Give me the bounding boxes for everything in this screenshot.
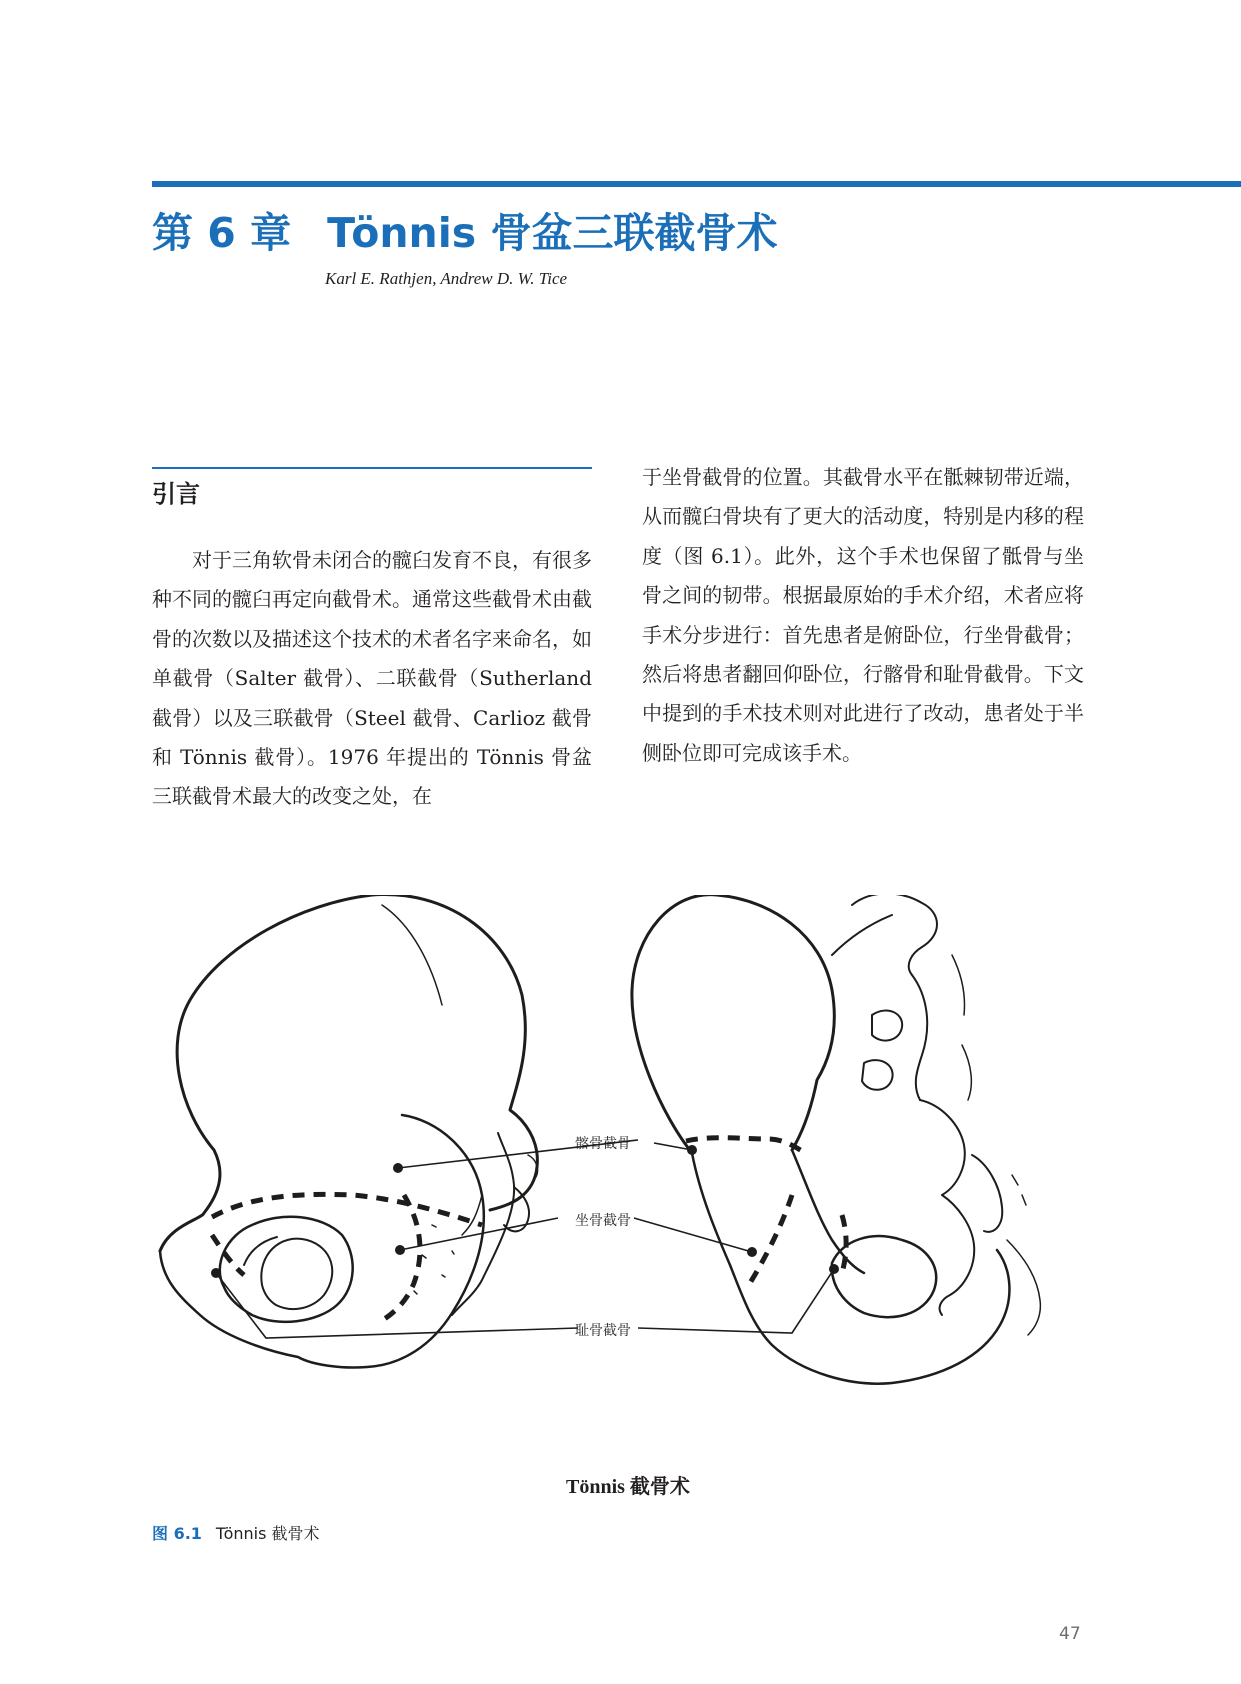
chapter-top-rule xyxy=(152,181,1241,187)
ischium-leader-right xyxy=(634,1218,752,1252)
label-pubis-osteotomy: 耻骨截骨 xyxy=(575,1323,631,1339)
ischium-point-left xyxy=(395,1245,405,1255)
left-pelvis-drawing xyxy=(160,895,538,1368)
figure-caption-number: 图 6.1 xyxy=(152,1524,202,1543)
section-heading: 引言 xyxy=(152,480,200,508)
figure-caption-text: Tönnis 截骨术 xyxy=(215,1524,320,1543)
section-rule xyxy=(152,467,592,469)
ilium-cut-left xyxy=(212,1194,482,1225)
chapter-title-text: Tönnis 骨盆三联截骨术 xyxy=(327,209,778,257)
label-ischium-osteotomy: 坐骨截骨 xyxy=(575,1213,631,1229)
ilium-point-right xyxy=(687,1145,697,1155)
ischium-cut-right xyxy=(750,1195,792,1283)
ischium-point-right xyxy=(747,1247,757,1257)
label-ilium-osteotomy: 髂骨截骨 xyxy=(575,1136,631,1152)
pubis-cut-right xyxy=(842,1215,846,1273)
pelvis-illustration xyxy=(152,895,1092,1515)
body-paragraph-right: 于坐骨截骨的位置。其截骨水平在骶棘韧带近端，从而髋臼骨块有了更大的活动度，特别是内移的程度（图 6.1）。此外，这个手术也保留了骶骨与坐骨之间的韧带。根据最原始的手术介绍，术者应将手术分步进行：首先患者是俯卧位，行坐骨截骨；然后将患者翻回仰卧位，行髂骨和耻骨截骨。下文中提到的手术技术则对此进行了改动，患者处于半侧卧位即可完成该手术。 xyxy=(642,465,1084,765)
ilium-point-left xyxy=(393,1163,403,1173)
ilium-cut-right xyxy=(686,1138,802,1151)
pubis-point-left xyxy=(211,1268,221,1278)
chapter-title xyxy=(152,205,777,261)
body-paragraph-left: 对于三角软骨未闭合的髋臼发育不良，有很多种不同的髋臼再定向截骨术。通常这些截骨术由截骨的次数以及描述这个技术的术者名字来命名，如单截骨（Salter 截骨）、二联截骨（Sutherland 截骨）以及三联截骨（Steel 截骨、Carlioz 截骨和 Tönnis 截骨）。1976 年提出的 Tönnis 骨盆三联截骨术最大的改变之处，在 xyxy=(152,548,592,809)
page-number: 47 xyxy=(1059,1624,1081,1644)
ischium-cut-left xyxy=(378,1195,420,1323)
figure-inner-title: Tönnis 截骨术 xyxy=(566,1476,690,1498)
pubis-point-right xyxy=(829,1264,839,1274)
figure-6-1 xyxy=(152,895,1092,1515)
figure-caption xyxy=(152,1521,320,1544)
chapter-number: 第 6 章 xyxy=(152,209,292,257)
chapter-authors: Karl E. Rathjen, Andrew D. W. Tice xyxy=(325,269,568,288)
pubis-leader-left xyxy=(216,1273,578,1338)
